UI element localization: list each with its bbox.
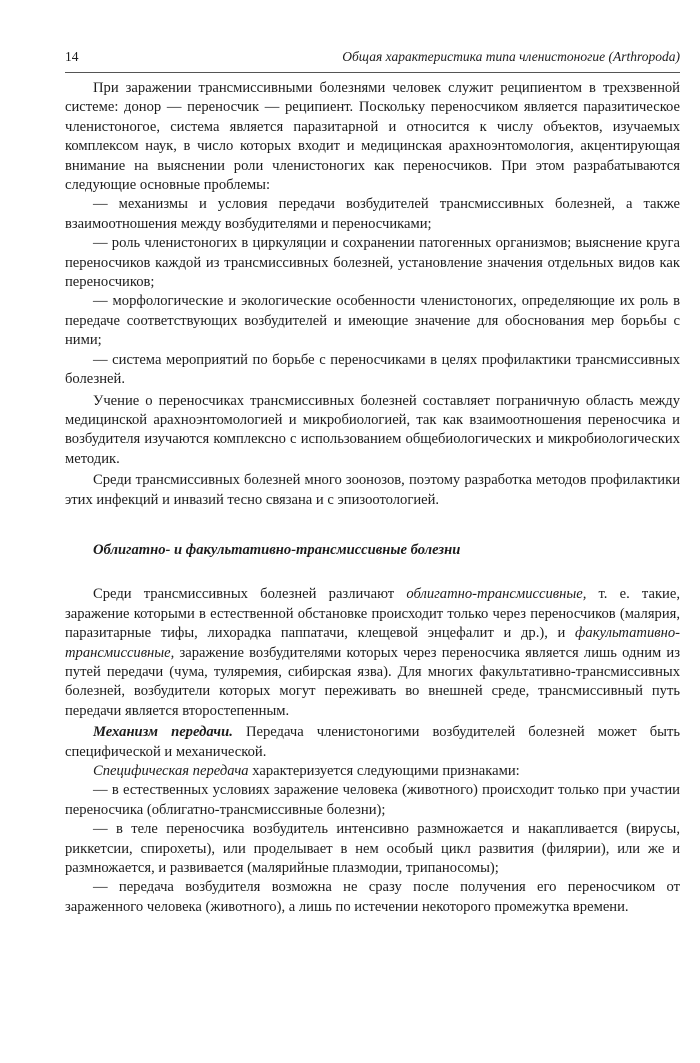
paragraph-specific bbox=[65, 762, 680, 781]
text-run: т. е. такие, заражение которыми в естественной обстановке происходит только через переносчиков (малярия, паразитарные тифы, лихорадка паппатачи, клещевой энцефалит и др.), и bbox=[65, 586, 680, 642]
paragraph-mechanism bbox=[65, 723, 680, 762]
term-mechanism: Механизм передачи. bbox=[93, 724, 233, 741]
section-heading: Облигатно- и факультативно-трансмиссивные болезни bbox=[93, 541, 461, 558]
running-title: Общая характеристика типа членистоногие (Arthropoda) bbox=[342, 49, 680, 64]
paragraph-vector-doctrine: Учение о переносчиках трансмиссивных болезней составляет пограничную область между медицинской арахноэнтомологией и микробиологией, так как взаимоотношения переносчика и возбудителя изучаются комплексно с использованием общебиологических и микробиологических методик. bbox=[65, 392, 680, 467]
text-run: Среди трансмиссивных болезней различают bbox=[93, 586, 407, 603]
list-item-problem: — роль членистоногих в циркуляции и сохранении патогенных организмов; выяснение круга переносчиков каждой из трансмиссивных болезней, установление значения отдельных видов как переносчиков; bbox=[65, 235, 680, 291]
header-rule bbox=[65, 72, 680, 73]
list-item-problem: — система мероприятий по борьбе с переносчиками в целях профилактики трансмиссивных болезней. bbox=[65, 351, 680, 388]
paragraph-zoonoses: Среди трансмиссивных болезней много зоонозов, поэтому разработка методов профилактики этих инфекций и инвазий тесно связана и с эпизоотологией. bbox=[65, 472, 680, 508]
paragraph-intro: При заражении трансмиссивными болезнями человек служит реципиентом в трехзвенной системе: донор — переносчик — реципиент. Поскольку переносчиком является паразитическое членистоногое, система является паразитарной и относится к числу объектов, изучаемых комплексом наук, в число которых входит и медицинская арахноэнтомология, акцентирующая внимание на выяснении роли членистоногих как переносчиков. При этом разрабатываются следующие основные проблемы: bbox=[65, 80, 680, 194]
list-item-sign: — в естественных условиях заражение человека (животного) происходит только при участии переносчика (облигатно-трансмиссивные болезни); bbox=[65, 782, 680, 818]
text-run: характеризуется следующими признаками: bbox=[248, 763, 520, 779]
list-item-problem: — морфологические и экологические особенности членистоногих, определяющие их роль в передаче соответствующих возбудителей и имеющие значение для обоснования мер борьбы с ними; bbox=[65, 293, 680, 349]
text-run: заражение возбудителями которых через переносчика является лишь одним из путей передачи (чума, туляремия, сибирская язва). Для многих факультативно-трансмиссивных болезней, возбудители которых могут переживать во внешней среде, трансмиссивный путь передачи является второстепенным. bbox=[65, 644, 680, 719]
term-obligate: облигатно-трансмиссивные, bbox=[406, 586, 587, 603]
text-run: Передача членистоногими возбудителей болезней может быть специфической и механической. bbox=[65, 724, 680, 760]
list-item-sign: — передача возбудителя возможна не сразу после получения его переносчиком от зараженного человека (животного), а лишь по истечении некоторого промежутка времени. bbox=[65, 879, 680, 915]
list-item-problem: — механизмы и условия передачи возбудителей трансмиссивных болезней, а также взаимоотношения между возбудителями и переносчиками; bbox=[65, 196, 680, 232]
paragraph-classification bbox=[65, 585, 680, 721]
term-facultative: факультативно-трансмиссивные, bbox=[65, 625, 680, 661]
term-specific: Специфическая передача bbox=[93, 763, 249, 779]
page-body bbox=[65, 79, 680, 917]
page-number: 14 bbox=[65, 49, 79, 64]
list-item-sign: — в теле переносчика возбудитель интенсивно размножается и накапливается (вирусы, риккетсии, спирохеты), или проделывает в нем особый цикл развития (филярии), или же и размножается, и развивается (малярийные плазмодии, трипаносомы); bbox=[65, 821, 680, 877]
